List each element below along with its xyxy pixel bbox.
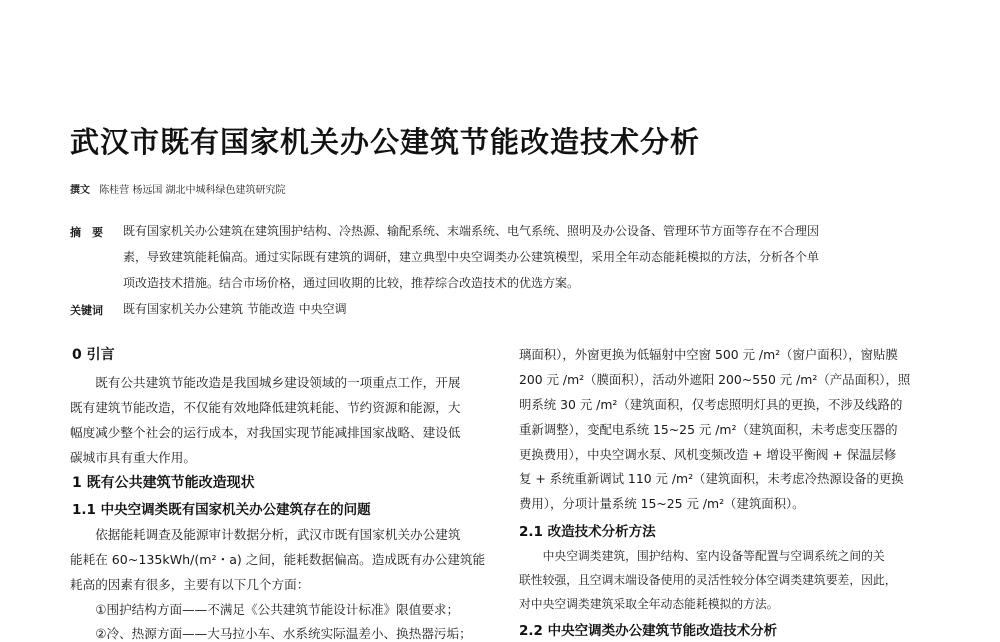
byline [70,181,286,196]
section-2-2-title: 2.2 中央空调类办公建筑节能改造技术分析 [519,623,778,639]
right-line-4: 重新调整），变配电系统 15~25 元 /m²（建筑面积，未考虑变压器的 [519,422,898,437]
section-1-1-line-1: 依据能耗调查及能源审计数据分析，武汉市既有国家机关办公建筑 [70,527,461,542]
section-0-title: 0 引言 [72,347,115,363]
keywords-label: 关键词 [70,304,103,317]
abstract-line-2: 素，导致建筑能耗偏高。通过实际既有建筑的调研，建立典型中央空调类办公建筑模型，采用全年动态能耗模拟的方法，分析各个单 [123,250,820,264]
section-0-line-4: 碳城市具有重大作用。 [70,450,196,465]
byline-authors: 陈桂营 杨远国 湖北中城科绿色建筑研究院 [99,185,286,196]
section-0-line-2: 既有建筑节能改造，不仅能有效地降低建筑耗能、节约资源和能源，大 [70,400,461,415]
right-line-1: 璃面积），外窗更换为低辐射中空窗 500 元 /m²（窗户面积），窗贴膜 [519,347,898,362]
section-1-1-line-4: ①围护结构方面——不满足《公共建筑节能设计标准》限值要求； [70,602,460,617]
section-2-1-line-2: 联性较强，且空调末端设备使用的灵活性较分体空调类建筑要差，因此， [519,573,897,587]
section-1-1-line-3: 耗高的因素有很多，主要有以下几个方面： [70,577,310,592]
section-1-1-line-5: ②冷、热源方面——大马拉小车、水系统实际温差小、换热器污垢； [70,626,472,641]
right-line-3: 明系统 30 元 /m²（建筑面积，仅考虑照明灯具的更换，不涉及线路的 [519,397,903,412]
right-line-5: 更换费用），中央空调水泵、风机变频改造 + 增设平衡阀 + 保温层修 [519,447,897,462]
section-1-title: 1 既有公共建筑节能改造现状 [72,475,255,491]
section-0-line-1: 既有公共建筑节能改造是我国城乡建设领域的一项重点工作，开展 [70,375,461,390]
article-title: 武汉市既有国家机关办公建筑节能改造技术分析 [70,125,701,159]
abstract-line-1: 既有国家机关办公建筑在建筑围护结构、冷热源、输配系统、末端系统、电气系统、照明及办公设备、管理环节方面等存在不合理因 [123,224,820,238]
section-2-1-line-3: 对中央空调类建筑采取全年动态能耗模拟的方法。 [519,597,779,611]
right-line-7: 费用），分项计量系统 15~25 元 /m²（建筑面积）。 [519,496,805,511]
abstract-line-3: 项改造技术措施。结合市场价格，通过回收期的比较，推荐综合改造技术的优选方案。 [123,276,580,290]
right-line-2: 200 元 /m²（膜面积），活动外遮阳 200~550 元 /m²（产品面积），照 [519,372,911,387]
section-1-1-title: 1.1 中央空调类既有国家机关办公建筑存在的问题 [72,502,371,518]
section-0-line-3: 幅度减少整个社会的运行成本，对我国实现节能减排国家战略、建设低 [70,425,461,440]
section-2-1-title: 2.1 改造技术分析方法 [519,524,656,540]
byline-label: 撰文 [70,185,90,196]
right-line-6: 复 + 系统重新调试 110 元 /m²（建筑面积，未考虑冷热源设备的更换 [519,471,904,486]
abstract-label: 摘 要 [70,226,103,239]
section-2-1-line-1: 中央空调类建筑，围护结构、室内设备等配置与空调系统之间的关 [519,549,885,563]
section-1-1-line-2: 能耗在 60~135kWh/(m²・a) 之间，能耗数据偏高。造成既有办公建筑能 [70,552,486,567]
keywords-text: 既有国家机关办公建筑 节能改造 中央空调 [123,302,347,316]
